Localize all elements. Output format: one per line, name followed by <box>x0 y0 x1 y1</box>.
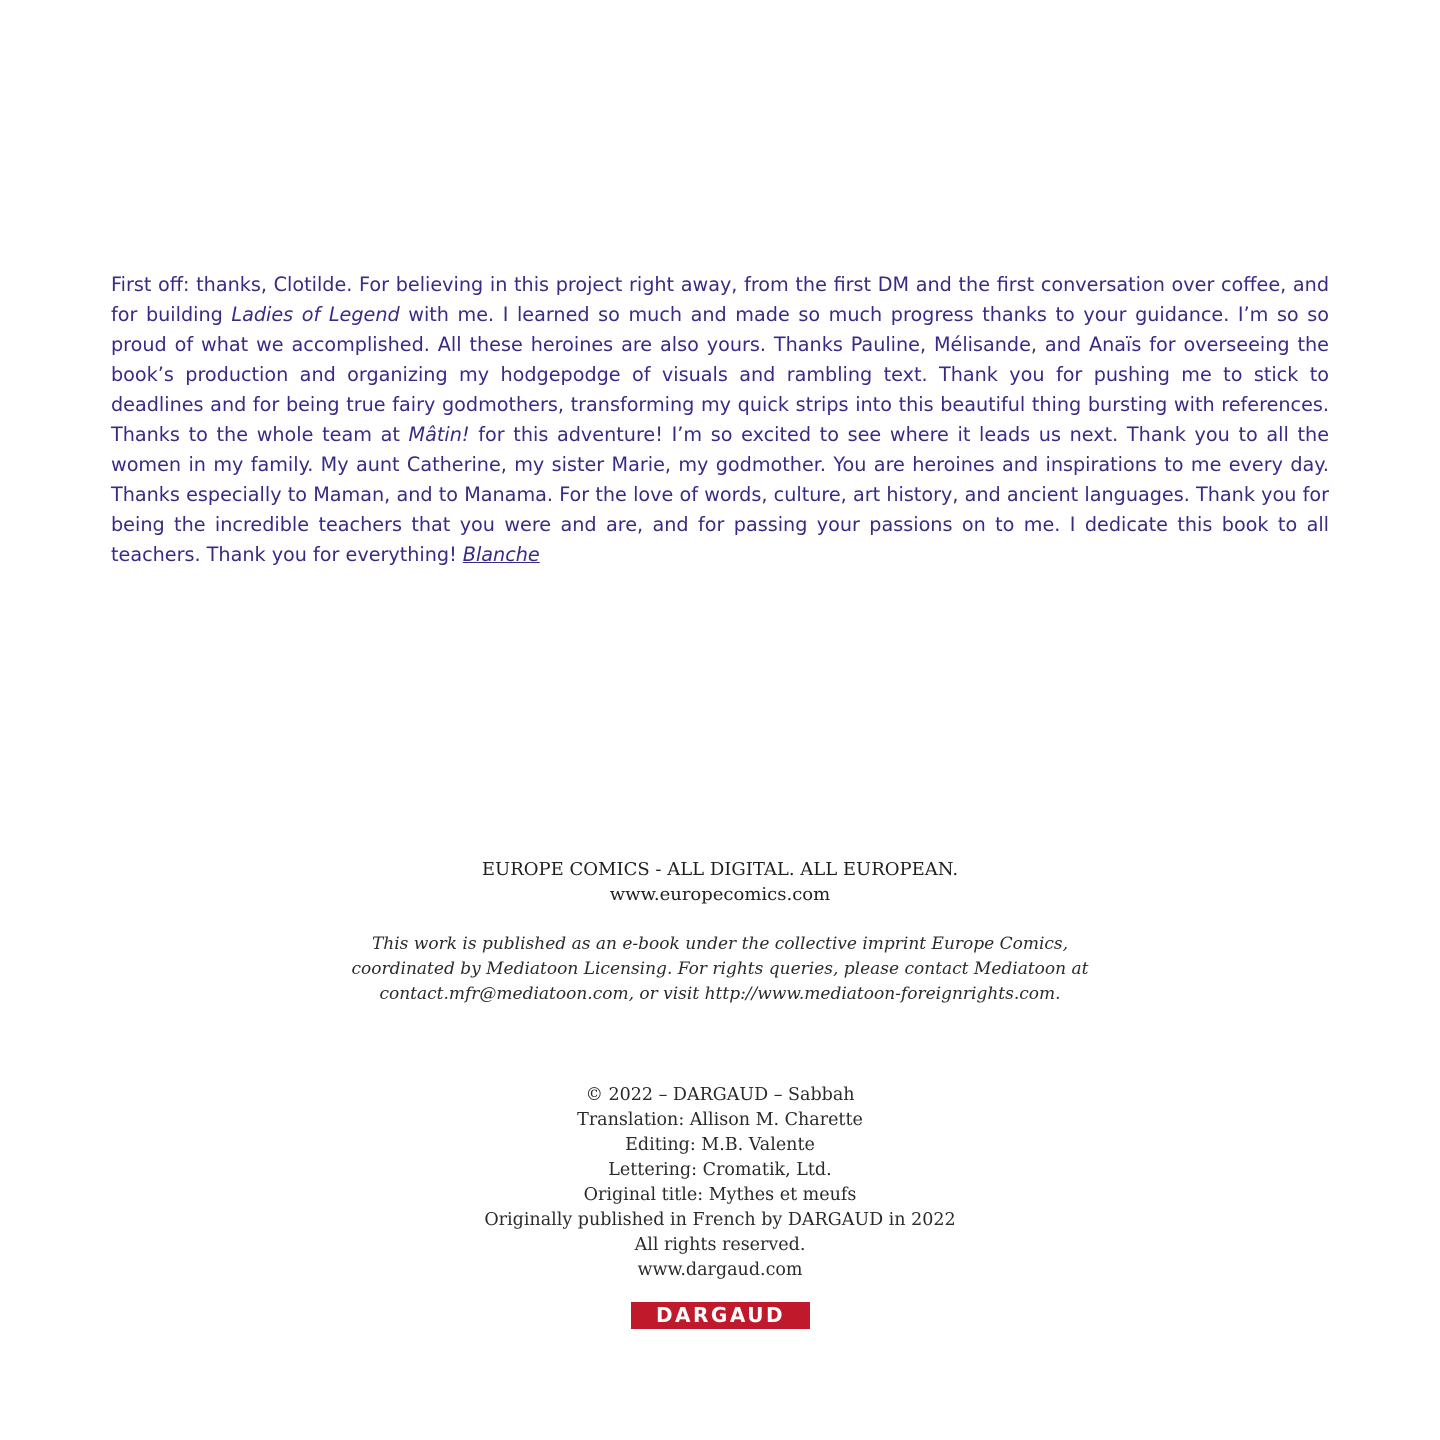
notice-line: coordinated by Mediatoon Licensing. For rights queries, please contact Mediatoon at <box>351 959 1089 979</box>
copyright-line: © 2022 – DARGAUD – Sabbah <box>585 1085 855 1105</box>
original-publication: Originally published in French by DARGAUD in 2022 <box>484 1210 956 1230</box>
notice-line: contact.mfr@mediatoon.com, or visit http://www.mediatoon-foreignrights.com. <box>379 984 1061 1004</box>
editing-credit: Editing: M.B. Valente <box>625 1135 815 1155</box>
author-signature: Blanche <box>462 543 540 566</box>
publication-notice <box>0 932 1440 1007</box>
acknowledgments-paragraph <box>111 270 1329 570</box>
book-title: Ladies of Legend <box>231 303 400 326</box>
translation-credit: Translation: Allison M. Charette <box>577 1110 863 1130</box>
dargaud-logo: DARGAUD <box>631 1302 810 1329</box>
europe-comics-block <box>0 857 1440 907</box>
notice-line: This work is published as an e-book under the collective imprint Europe Comics, <box>371 934 1069 954</box>
europe-comics-tagline: EUROPE COMICS - ALL DIGITAL. ALL EUROPEAN. <box>481 859 959 880</box>
ack-text-3: for this adventure! I’m so excited to see where it leads us next. Thank you to all the women in my family. My aunt Catherine, my sister Marie, my godmother. You are heroines and inspirations to me every day. Thanks especially to Maman, and to Manama. For the love of words, culture, art history, and ancient languages. Thank you for being the incredible teachers that you were and are, and for passing your passions on to me. I dedicate this book to all teachers. Thank you for everything! <box>111 423 1329 566</box>
ack-text-1: First off: thanks, Clotilde. For believing in this project right away, from the first DM and the first conversation over coffee, and for building <box>111 273 1329 326</box>
rights-reserved: All rights reserved. <box>634 1235 806 1255</box>
dargaud-website[interactable]: www.dargaud.com <box>637 1260 803 1280</box>
europe-comics-website[interactable]: www.europecomics.com <box>609 884 831 905</box>
ack-text-2: with me. I learned so much and made so much progress thanks to your guidance. I’m so so proud of what we accomplished. All these heroines are also yours. Thanks Pauline, Mélisande, and Anaïs for overseeing the book’s production and organizing my hodgepodge of visuals and rambling text. Thank you for pushing me to stick to deadlines and for being true fairy godmothers, transforming my quick strips into this beautiful thing bursting with references. Thanks to the whole team at <box>111 303 1329 446</box>
lettering-credit: Lettering: Cromatik, Ltd. <box>608 1160 832 1180</box>
credits-block <box>0 1083 1440 1283</box>
original-title: Original title: Mythes et meufs <box>583 1185 857 1205</box>
publisher-name: Mâtin! <box>408 423 470 446</box>
